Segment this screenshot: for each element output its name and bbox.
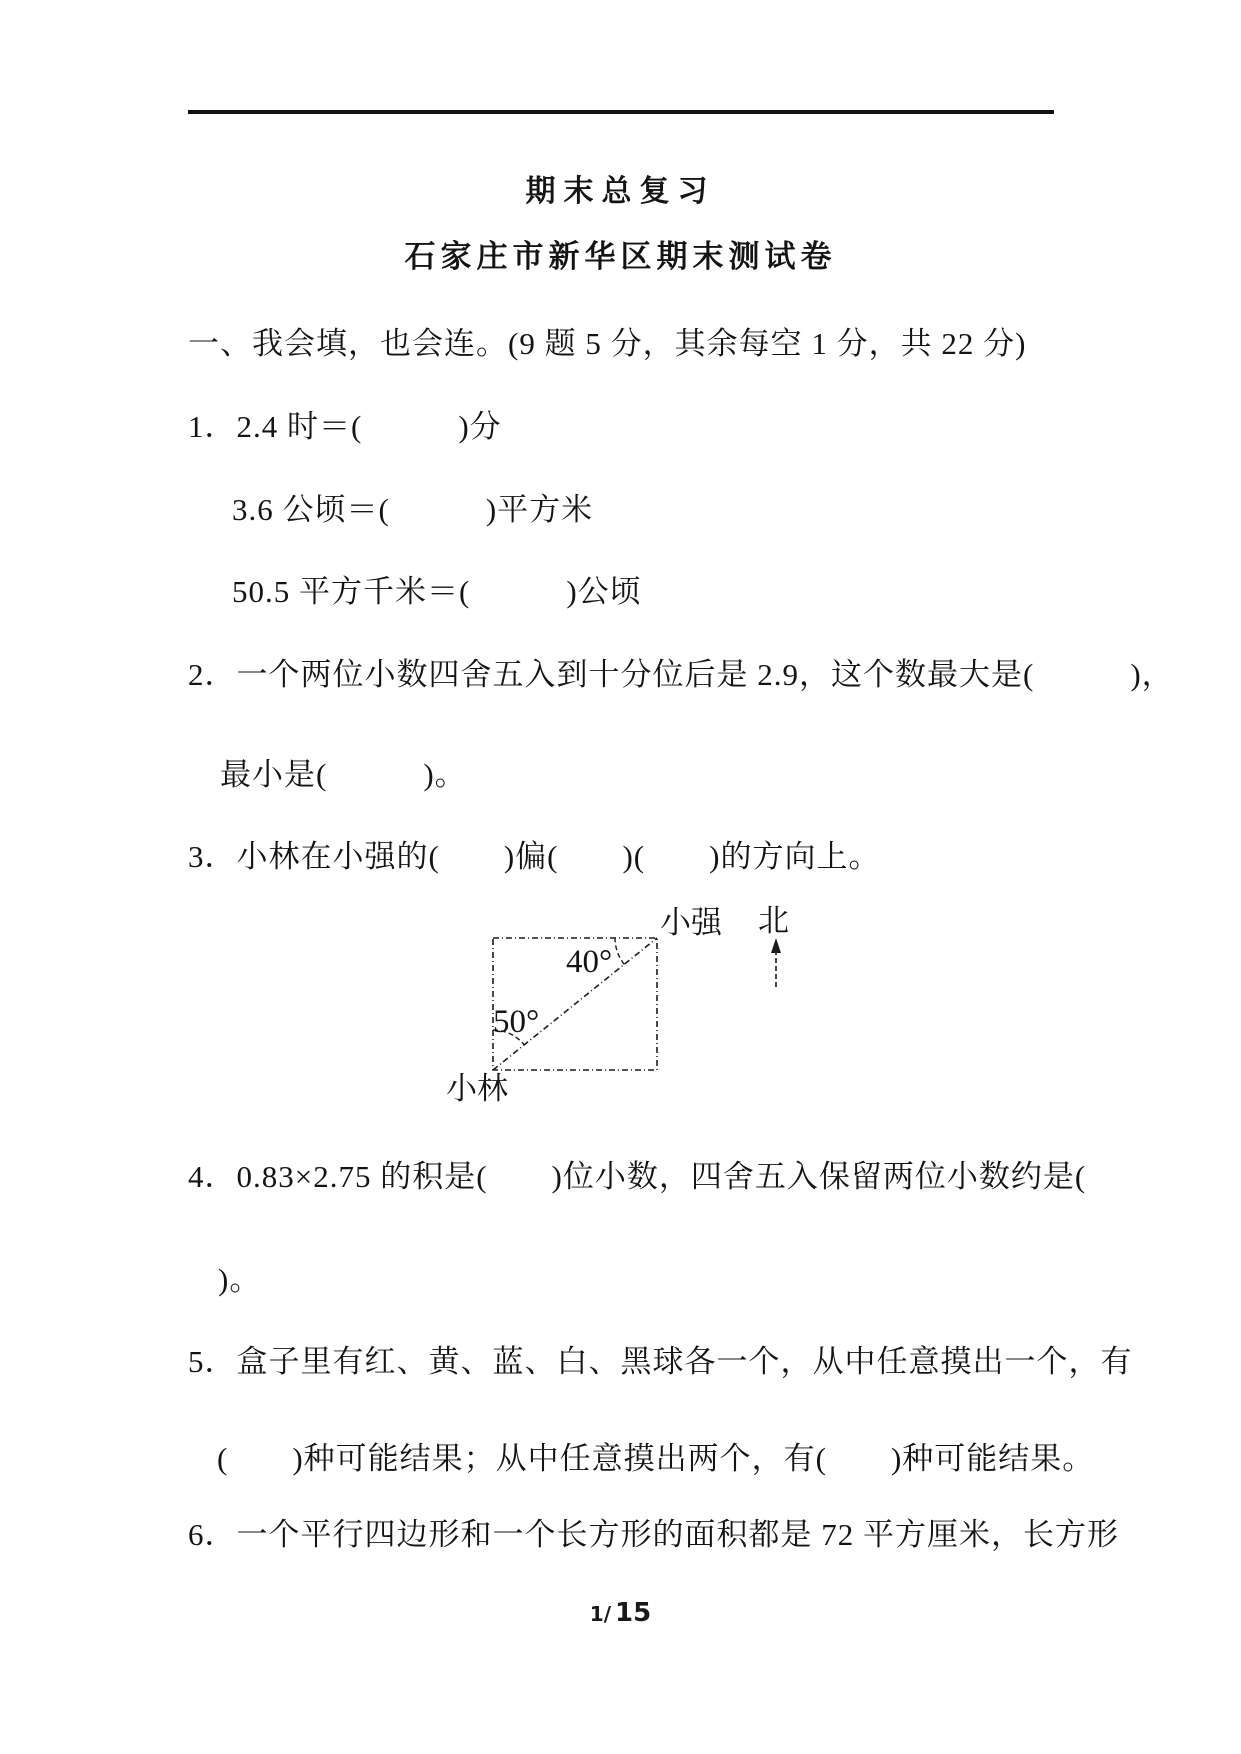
paper-title: 期末总复习	[525, 174, 716, 209]
question-1-line-3: 50.5 平方千米＝( )公顷	[232, 574, 642, 609]
page-number-total: 15	[615, 1598, 652, 1628]
question-5-line-1: 5．盒子里有红、黄、蓝、白、黑球各一个，从中任意摸出一个，有	[188, 1344, 1133, 1379]
angle-40-arc	[615, 938, 624, 964]
north-label: 北	[758, 903, 789, 938]
xiaoqiang-label: 小强	[660, 905, 722, 940]
page-number-current: 1/	[589, 1602, 612, 1626]
section-1-heading: 一、我会填，也会连。(9 题 5 分，其余每空 1 分，共 22 分)	[188, 326, 1027, 361]
xiaolin-label: 小林	[446, 1071, 508, 1106]
header-rule	[188, 110, 1054, 114]
question-4-line-2: )。	[218, 1262, 262, 1297]
question-3-line-1: 3．小林在小强的( )偏( )( )的方向上。	[188, 839, 881, 874]
question-2-line-2: 最小是( )。	[220, 757, 467, 792]
page-number	[0, 1598, 1241, 1628]
north-arrow-icon	[771, 938, 781, 988]
question-1-line-1: 1．2.4 时＝( )分	[188, 409, 502, 444]
question-4-line-1: 4．0.83×2.75 的积是( )位小数，四舍五入保留两位小数约是(	[188, 1159, 1087, 1194]
angle-50-label: 50°	[493, 1004, 540, 1040]
question-6-line-1: 6．一个平行四边形和一个长方形的面积都是 72 平方厘米，长方形	[188, 1517, 1119, 1552]
question-2-line-1: 2．一个两位小数四舍五入到十分位后是 2.9，这个数最大是( )，	[188, 657, 1174, 692]
paper-subtitle: 石家庄市新华区期末测试卷	[404, 239, 837, 275]
angle-40-label: 40°	[566, 944, 613, 980]
question-1-line-2: 3.6 公顷＝( )平方米	[232, 492, 594, 527]
question-5-line-2: ( )种可能结果；从中任意摸出两个，有( )种可能结果。	[217, 1441, 1095, 1476]
